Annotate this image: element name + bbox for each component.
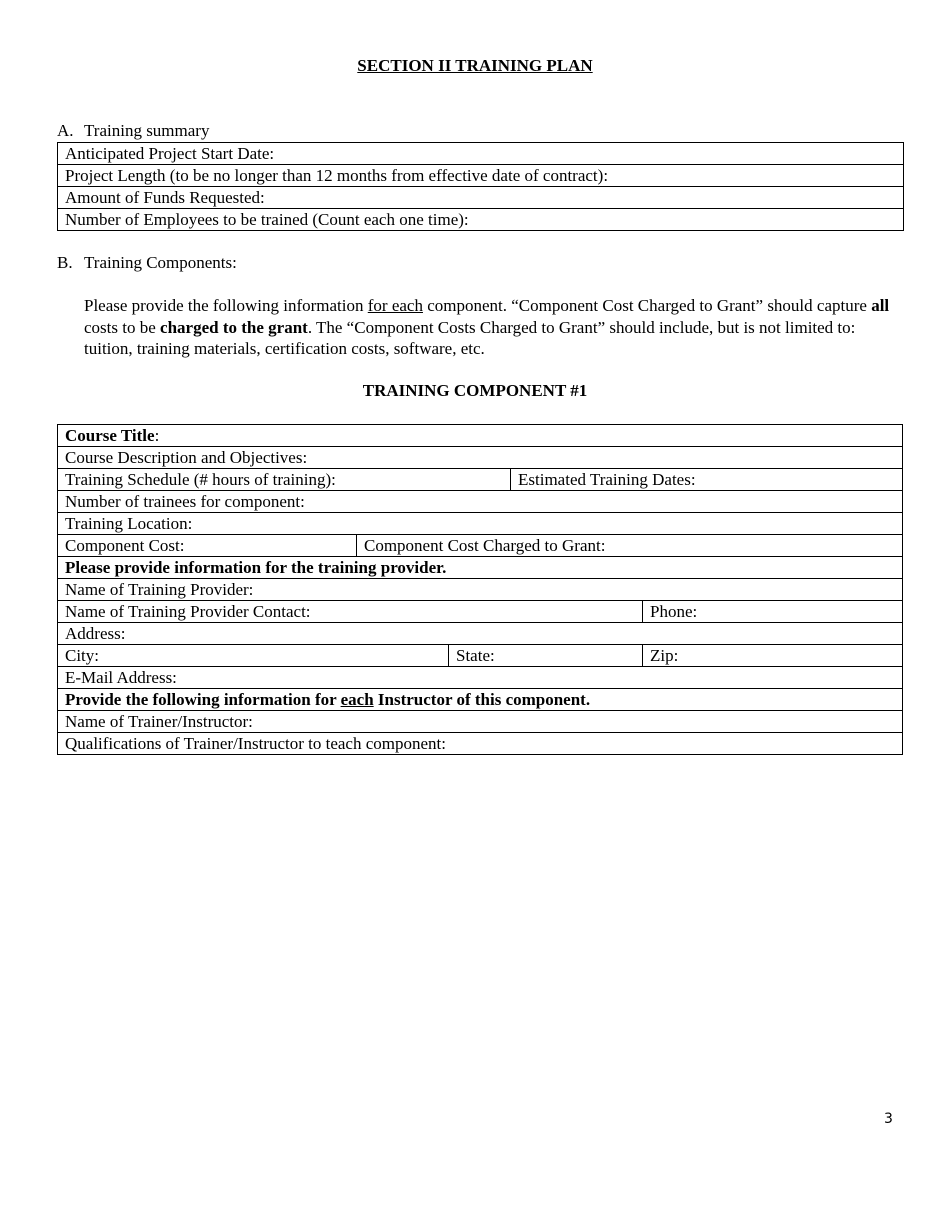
course-title-field[interactable]	[58, 425, 903, 447]
estimated-dates-field[interactable]: Estimated Training Dates:	[511, 469, 903, 491]
section-a-label	[57, 121, 209, 141]
instructor-heading	[58, 689, 903, 711]
project-length-field[interactable]: Project Length (to be no longer than 12 months from effective date of contract):	[58, 165, 904, 187]
email-field[interactable]: E-Mail Address:	[58, 667, 903, 689]
component-cost-field[interactable]: Component Cost:	[58, 535, 357, 557]
page-number: 3	[884, 1111, 893, 1127]
phone-field[interactable]: Phone:	[643, 601, 903, 623]
course-description-field[interactable]: Course Description and Objectives:	[58, 447, 903, 469]
para-text-1: Please provide the following information	[84, 296, 368, 315]
section-b-text: Training Components:	[84, 253, 237, 272]
provider-name-field[interactable]: Name of Training Provider:	[58, 579, 903, 601]
training-component-table	[57, 424, 903, 755]
para-bold-all: all	[871, 296, 890, 315]
employees-trained-field[interactable]: Number of Employees to be trained (Count each one time):	[58, 209, 904, 231]
provider-heading: Please provide information for the training provider.	[58, 557, 903, 579]
num-trainees-field[interactable]: Number of trainees for component:	[58, 491, 903, 513]
para-bold-charged: charged to the grant	[160, 317, 308, 337]
state-field[interactable]: State:	[449, 645, 643, 667]
address-field[interactable]: Address:	[58, 623, 903, 645]
section-b-letter: B.	[57, 253, 73, 272]
instructor-heading-text-2: Instructor of this component.	[373, 690, 591, 709]
training-schedule-field[interactable]: Training Schedule (# hours of training):	[58, 469, 511, 491]
start-date-field[interactable]: Anticipated Project Start Date:	[58, 143, 904, 165]
trainer-qualifications-field[interactable]: Qualifications of Trainer/Instructor to teach component:	[58, 733, 903, 755]
instructor-heading-each: each	[340, 690, 374, 709]
para-underline-for-each: for each	[367, 296, 423, 315]
city-field[interactable]: City:	[58, 645, 449, 667]
zip-field[interactable]: Zip:	[643, 645, 903, 667]
section-b-label	[57, 253, 237, 273]
course-title-label: Course Title	[65, 426, 155, 445]
para-text-3: costs to be	[84, 317, 161, 337]
course-title-colon: :	[154, 426, 160, 445]
funds-requested-field[interactable]: Amount of Funds Requested:	[58, 187, 904, 209]
trainer-name-field[interactable]: Name of Trainer/Instructor:	[58, 711, 903, 733]
provider-contact-field[interactable]: Name of Training Provider Contact:	[58, 601, 643, 623]
section-a-letter: A.	[57, 121, 74, 140]
component-cost-grant-field[interactable]: Component Cost Charged to Grant:	[357, 535, 903, 557]
instructions-paragraph	[84, 295, 899, 360]
page-title: SECTION II TRAINING PLAN	[357, 56, 593, 75]
component-heading: TRAINING COMPONENT #1	[362, 381, 588, 400]
training-location-field[interactable]: Training Location:	[58, 513, 903, 535]
instructor-heading-text-1: Provide the following information for	[65, 690, 341, 709]
section-a-text: Training summary	[84, 121, 210, 140]
training-summary-table	[57, 142, 904, 231]
para-text-2: component. “Component Cost Charged to Grant” should capture	[422, 296, 872, 315]
para-text-4: . The “Component Costs Charged to Grant” should include, but is not limited to: tuition, training materials, certification costs, software, etc.	[84, 317, 856, 358]
